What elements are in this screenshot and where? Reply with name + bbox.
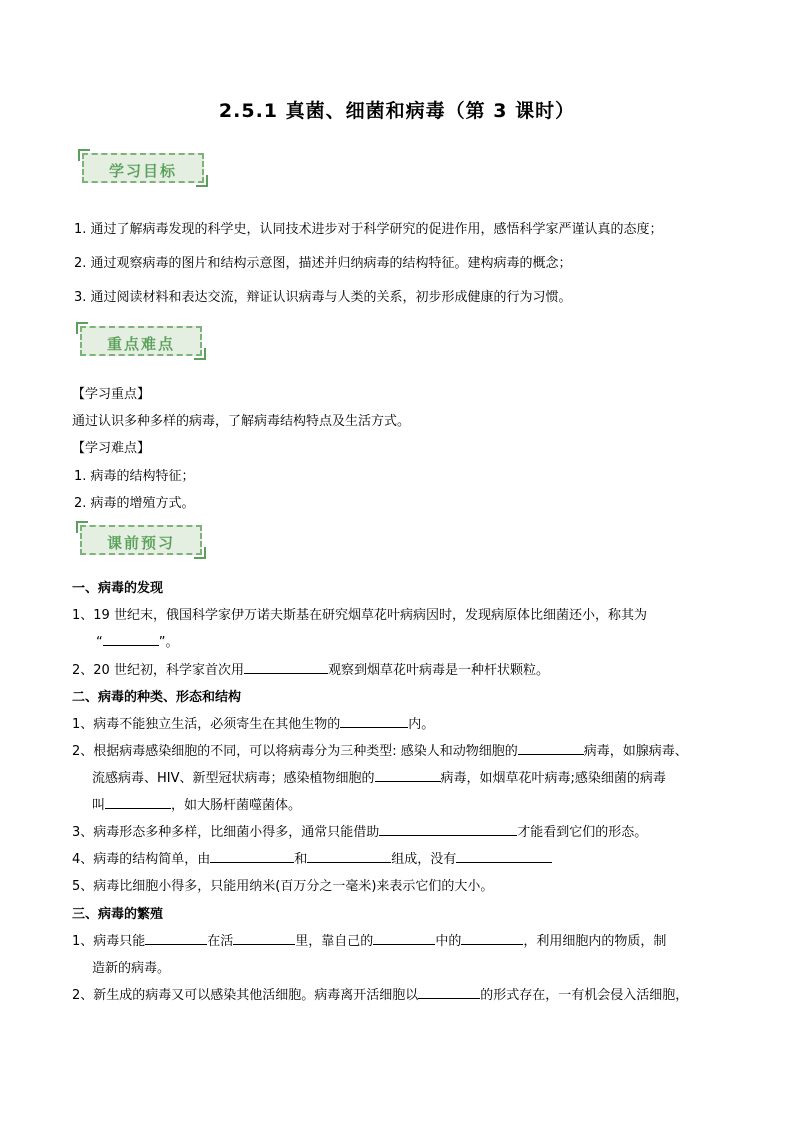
fill-blank[interactable] [105, 796, 171, 809]
preview-line [72, 713, 434, 732]
difficulty-item: 1. 病毒的结构特征； [74, 469, 195, 484]
text-segment: 病毒，如腺病毒、 [583, 744, 688, 759]
text-segment: 在活 [207, 934, 234, 949]
quote-open: “ [96, 635, 103, 650]
quote-close: ”。 [158, 635, 179, 650]
objective-item: 1. 通过了解病毒发现的科学史，认同技术进步对于科学研究的促进作用，感悟科学家严谨认真的态度； [74, 222, 663, 237]
fill-blank[interactable] [375, 769, 441, 782]
text-segment: 组成，没有 [391, 852, 457, 867]
section-tag-label: 课前预习 [106, 534, 175, 552]
fill-blank[interactable] [418, 986, 480, 999]
fill-blank[interactable] [103, 633, 159, 646]
section-tag-objectives [82, 153, 204, 183]
fill-blank[interactable] [456, 850, 552, 863]
text-segment: 里，靠自己的 [295, 934, 374, 949]
text-segment: 4、病毒的结构简单，由 [72, 852, 211, 867]
fill-blank[interactable] [210, 850, 294, 863]
preview-line [72, 848, 552, 867]
preview-line [96, 631, 179, 650]
preview-line: 造新的病毒。 [92, 961, 171, 976]
preview-heading-3: 三、病毒的繁殖 [72, 907, 164, 922]
text-segment: 观察到烟草花叶病毒是一种杆状颗粒。 [327, 663, 549, 678]
fill-blank[interactable] [244, 661, 328, 674]
text-segment: 1、病毒不能独立生活，必须寄生在其他生物的 [72, 717, 341, 732]
text-segment: 的形式存在，一有机会侵入活细胞， [480, 988, 689, 1003]
text-segment: ，如大肠杆菌噬菌体。 [171, 798, 302, 813]
fill-blank[interactable] [518, 742, 584, 755]
preview-heading-2: 二、病毒的种类、形态和结构 [72, 690, 242, 705]
fill-blank[interactable] [461, 932, 523, 945]
fill-blank[interactable] [145, 932, 207, 945]
focus-heading: 【学习重点】 [72, 387, 151, 402]
section-tag-label: 重点难点 [106, 335, 175, 353]
preview-heading-1: 一、病毒的发现 [72, 581, 164, 596]
focus-text: 通过认识多种多样的病毒，了解病毒结构特点及生活方式。 [72, 414, 411, 429]
page-title: 2.5.1 真菌、细菌和病毒（第 3 课时） [218, 100, 576, 122]
text-segment: 和 [294, 852, 308, 867]
preview-line [72, 930, 666, 949]
text-segment: 中的 [435, 934, 462, 949]
objective-item: 2. 通过观察病毒的图片和结构示意图，描述并归纳病毒的结构特征。建构病毒的概念； [74, 256, 572, 271]
difficulty-item: 2. 病毒的增殖方式。 [74, 496, 195, 511]
fill-blank[interactable] [340, 715, 408, 728]
text-segment: 内。 [408, 717, 435, 732]
text-segment: 才能看到它们的形态。 [517, 825, 648, 840]
section-tag-preview [80, 525, 202, 555]
fill-blank[interactable] [307, 850, 391, 863]
text-segment: 流感病毒、HIV、新型冠状病毒；感染植物细胞的 [92, 771, 375, 786]
fill-blank[interactable] [233, 932, 295, 945]
preview-line [72, 984, 688, 1003]
section-tag-keypoints [80, 326, 202, 356]
text-segment: 病毒，如烟草花叶病毒;感染细菌的病毒 [440, 771, 666, 786]
preview-line: 5、病毒比细胞小得多，只能用纳米(百万分之一毫米)来表示它们的大小。 [72, 879, 494, 894]
text-segment: 3、病毒形态多种多样，比细菌小得多，通常只能借助 [72, 825, 380, 840]
fill-blank[interactable] [373, 932, 435, 945]
preview-line [72, 659, 549, 678]
text-segment: 1、病毒只能 [72, 934, 146, 949]
text-segment: 2、20 世纪初，科学家首次用 [72, 663, 244, 678]
preview-line [72, 740, 688, 759]
preview-line [72, 821, 647, 840]
difficulty-heading: 【学习难点】 [72, 441, 151, 456]
text-segment: 2、根据病毒感染细胞的不同，可以将病毒分为三种类型: 感染人和动物细胞的 [72, 744, 518, 759]
objective-item: 3. 通过阅读材料和表达交流，辩证认识病毒与人类的关系，初步形成健康的行为习惯。 [74, 290, 572, 305]
section-tag-label: 学习目标 [108, 162, 177, 180]
preview-line [92, 767, 666, 786]
preview-line: 1、19 世纪末，俄国科学家伊万诺夫斯基在研究烟草花叶病病因时，发现病原体比细菌还小，称其为 [72, 608, 647, 623]
fill-blank[interactable] [379, 823, 517, 836]
preview-line [92, 794, 301, 813]
text-segment: 2、新生成的病毒又可以感染其他活细胞。病毒离开活细胞以 [72, 988, 419, 1003]
text-segment: 叫 [92, 798, 106, 813]
text-segment: ，利用细胞内的物质，制 [523, 934, 667, 949]
